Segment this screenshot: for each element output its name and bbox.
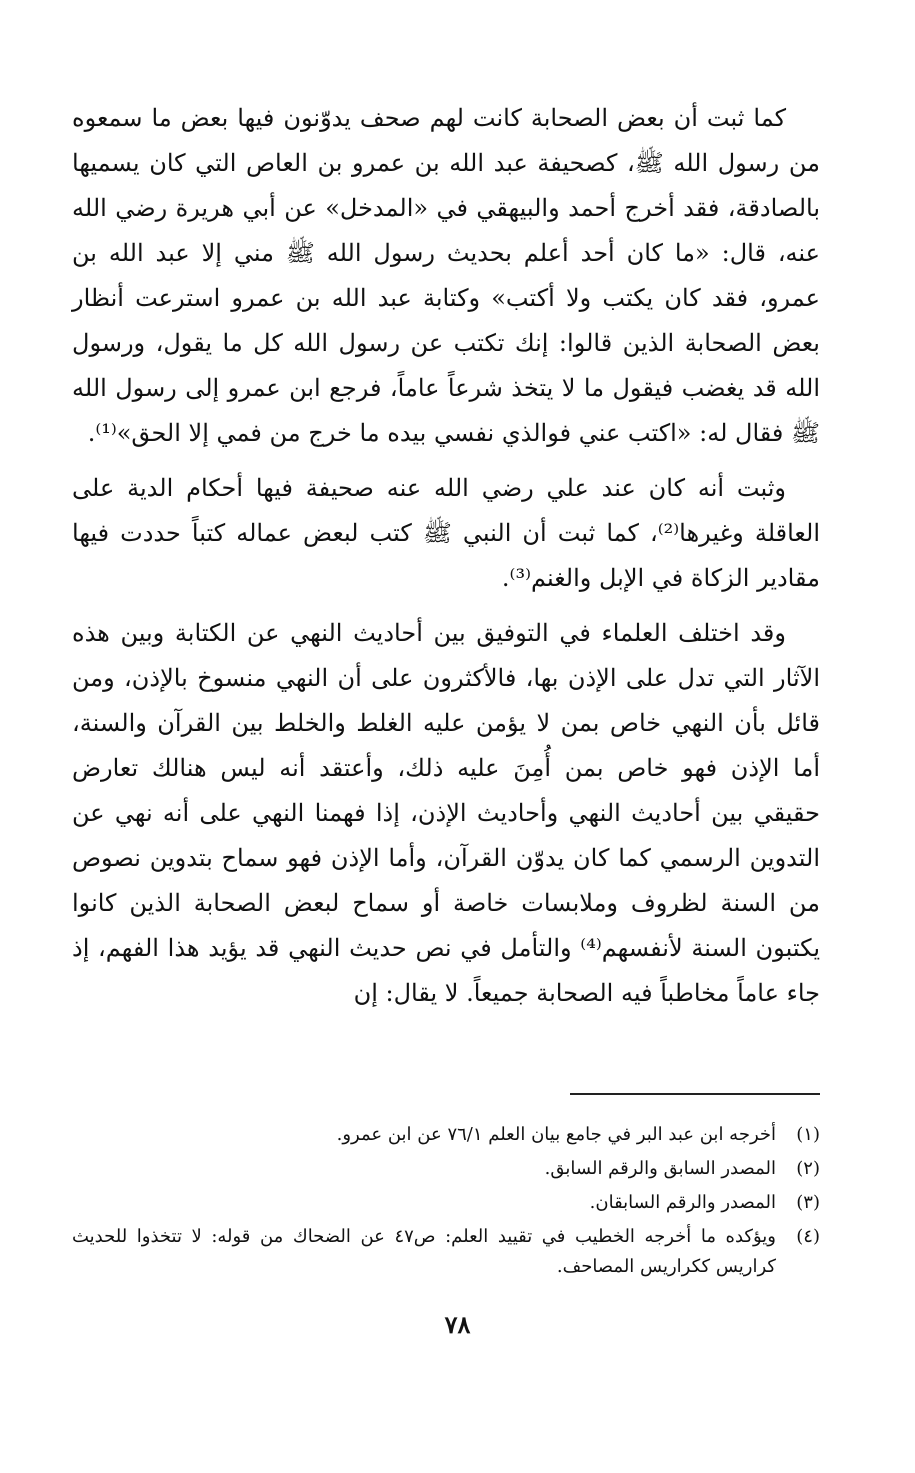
footnote-number: (٣) bbox=[796, 1192, 820, 1213]
footnote-text: ويؤكده ما أخرجه الخطيب في تقييد العلم: ص٤٧ عن الضحاك من قوله: لا تتخذوا للحديث كراريس ككراريس المصاحف. bbox=[72, 1226, 776, 1277]
footnote bbox=[72, 1222, 820, 1282]
page-number: ٧٨ bbox=[444, 1310, 471, 1339]
footnote-text: المصدر السابق والرقم السابق. bbox=[544, 1158, 776, 1179]
paragraph: وقد اختلف العلماء في التوفيق بين أحاديث النهي عن الكتابة وبين هذه الآثار التي تدل على الإذن بها، فالأكثرون على أن النهي منسوخ بالإذن، ومن قائل بأن النهي خاص بمن لا يؤمن عليه الغلط والخلط بين القرآن والسنة، أما الإذن فهو خاص بمن أُمِنَ عليه ذلك، وأعتقد أنه ليس هنالك تعارض حقيقي بين أحاديث النهي وأحاديث الإذن، إذا فهمنا النهي على أنه نهي عن التدوين الرسمي كما كان يدوّن القرآن، وأما الإذن فهو سماح بتدوين نصوص من السنة لظروف وملابسات خاصة أو سماح لبعض الصحابة الذين كانوا يكتبون السنة لأنفسهم⁽⁴⁾ والتأمل في نص حديث النهي قد يؤيد هذا الفهم، إذ جاء عاماً مخاطباً فيه الصحابة جميعاً. لا يقال: إن bbox=[72, 619, 820, 1007]
footnote-number: (٤) bbox=[796, 1226, 820, 1247]
footnote-number: (٢) bbox=[796, 1158, 820, 1179]
footnote-text: المصدر والرقم السابقان. bbox=[589, 1192, 776, 1213]
paragraph: كما ثبت أن بعض الصحابة كانت لهم صحف يدوّنون فيها بعض ما سمعوه من رسول الله ﷺ، كصحيفة عبد الله بن عمرو بن العاص التي كان يسميها بالصادقة، فقد أخرج أحمد والبيهقي في «المدخل» عن أبي هريرة رضي الله عنه، قال: «ما كان أحد أعلم بحديث رسول الله ﷺ مني إلا عبد الله بن عمرو، فقد كان يكتب ولا أكتب» وكتابة عبد الله بن عمرو استرعت أنظار بعض الصحابة الذين قالوا: إنك تكتب عن رسول الله كل ما يقول، ورسول الله قد يغضب فيقول ما لا يتخذ شرعاً عاماً، فرجع ابن عمرو إلى رسول الله ﷺ فقال له: «اكتب عني فوالذي نفسي بيده ما خرج من فمي إلا الحق»⁽¹⁾. bbox=[72, 104, 820, 447]
paragraph: وثبت أنه كان عند علي رضي الله عنه صحيفة فيها أحكام الدية على العاقلة وغيرها⁽²⁾، كما ثبت أن النبي ﷺ كتب لبعض عماله كتباً حددت فيها مقادير الزكاة في الإبل والغنم⁽³⁾. bbox=[72, 474, 820, 592]
footnote-text: أخرجه ابن عبد البر في جامع بيان العلم ٧٦/١ عن ابن عمرو. bbox=[336, 1124, 776, 1145]
footnote bbox=[72, 1154, 820, 1184]
footnotes bbox=[72, 1120, 820, 1286]
footnote bbox=[72, 1188, 820, 1218]
footnote-separator bbox=[570, 1093, 820, 1095]
footnote bbox=[72, 1120, 820, 1150]
footnote-number: (١) bbox=[796, 1124, 820, 1145]
main-text bbox=[72, 96, 820, 1016]
